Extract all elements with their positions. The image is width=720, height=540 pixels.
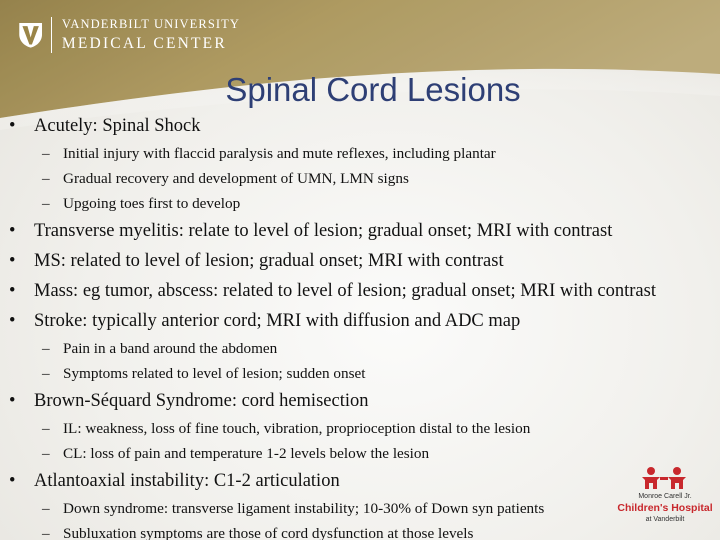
bullet-item: [9, 310, 714, 333]
sub-bullet-text: Initial injury with flaccid paralysis and mute reflexes, including plantar: [63, 145, 496, 162]
bullet-item: [9, 220, 714, 243]
vanderbilt-oak-v-icon: [18, 14, 43, 56]
kids-logo-line2: Children's Hospital: [617, 502, 713, 514]
bullet-item: [9, 115, 714, 138]
bullet-item: [9, 470, 714, 493]
sub-bullet-item: [9, 499, 714, 518]
bullet-dot-icon: •: [9, 281, 16, 301]
bullet-text: Stroke: typically anterior cord; MRI with diffusion and ADC map: [34, 311, 521, 331]
sub-bullet-text: CL: loss of pain and temperature 1-2 levels below the lesion: [63, 445, 430, 462]
bullet-text: Acutely: Spinal Shock: [34, 116, 201, 136]
dash-icon: –: [42, 420, 50, 437]
sub-bullet-text: Subluxation symptoms are those of cord dysfunction at those levels: [63, 525, 474, 540]
bullet-item: [9, 280, 714, 303]
bullet-text: Brown-Séquard Syndrome: cord hemisection: [34, 391, 369, 411]
bullet-dot-icon: •: [9, 471, 16, 491]
logo-wordmark: [62, 17, 240, 54]
dash-icon: –: [42, 170, 50, 187]
dash-icon: –: [42, 195, 50, 212]
dash-icon: –: [42, 445, 50, 462]
bullet-text: Atlantoaxial instability: C1-2 articulation: [34, 471, 340, 491]
dash-icon: –: [42, 340, 50, 357]
sub-bullet-text: Pain in a band around the abdomen: [63, 340, 278, 357]
bullet-dot-icon: •: [9, 391, 16, 411]
sub-bullet-item: [9, 419, 714, 438]
sub-bullet-item: [9, 144, 714, 163]
slide-title: Spinal Cord Lesions: [225, 71, 521, 108]
dash-icon: –: [42, 365, 50, 382]
childrens-hospital-logo: [616, 466, 714, 532]
bullet-list: [9, 108, 714, 540]
dash-icon: –: [42, 145, 50, 162]
bullet-dot-icon: •: [9, 311, 16, 331]
bullet-text: Mass: eg tumor, abscess: related to level of lesion; gradual onset; MRI with contrast: [34, 281, 656, 301]
bullet-dot-icon: •: [9, 221, 16, 241]
logo-divider: [51, 17, 52, 53]
bullet-item: [9, 390, 714, 413]
sub-bullet-text: Symptoms related to level of lesion; sudden onset: [63, 365, 366, 382]
sub-bullet-item: [9, 194, 714, 213]
sub-bullet-item: [9, 339, 714, 358]
bullet-text: Transverse myelitis: relate to level of lesion; gradual onset; MRI with contrast: [34, 221, 613, 241]
sub-bullet-item: [9, 169, 714, 188]
bullet-dot-icon: •: [9, 251, 16, 271]
bullet-item: [9, 250, 714, 273]
sub-bullet-text: Down syndrome: transverse ligament instability; 10-30% of Down syn patients: [63, 500, 545, 517]
dash-icon: –: [42, 525, 50, 540]
dash-icon: –: [42, 500, 50, 517]
kids-logo-line1: Monroe Carell Jr.: [638, 493, 692, 500]
children-figures-icon: [638, 466, 690, 490]
sub-bullet-item: [9, 524, 714, 540]
logo-line-university: VANDERBILT UNIVERSITY: [61, 16, 240, 31]
bullet-dot-icon: •: [9, 116, 16, 136]
logo-line-medical-center: MEDICAL CENTER: [61, 34, 227, 52]
sub-bullet-text: Upgoing toes first to develop: [63, 195, 241, 212]
sub-bullet-item: [9, 444, 714, 463]
bullet-text: MS: related to level of lesion; gradual onset; MRI with contrast: [34, 251, 504, 271]
sub-bullet-text: Gradual recovery and development of UMN, LMN signs: [63, 170, 409, 187]
sub-bullet-item: [9, 364, 714, 383]
sub-bullet-text: IL: weakness, loss of fine touch, vibration, proprioception distal to the lesion: [63, 420, 531, 437]
vanderbilt-logo: [18, 12, 240, 58]
kids-logo-line3: at Vanderbilt: [645, 516, 685, 523]
